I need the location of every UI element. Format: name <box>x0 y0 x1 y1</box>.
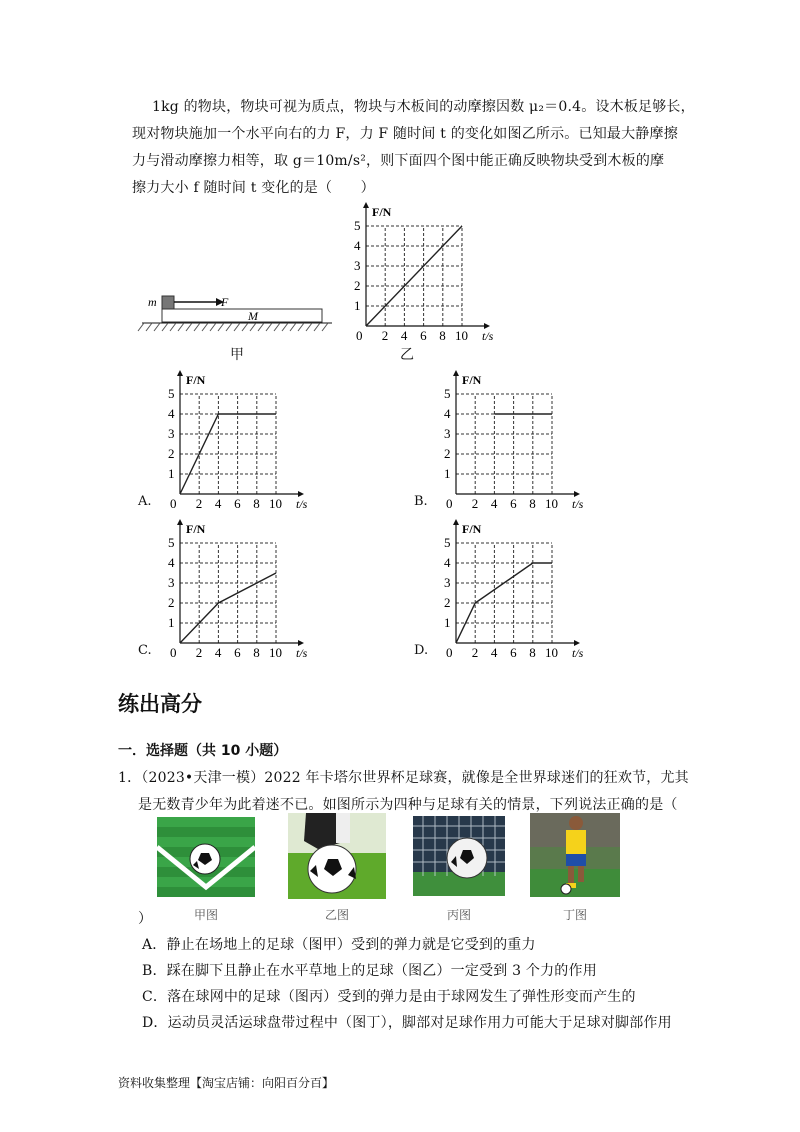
x-tick-label: 4 <box>214 645 222 660</box>
x-tick-label: 10 <box>545 496 558 511</box>
question-1-option-C: C．落在球网中的足球（图丙）受到的弹力是由于球网发生了弹性形变而产生的 <box>142 989 636 1005</box>
x-tick-label: 6 <box>510 496 517 511</box>
y-tick-label: 2 <box>168 595 175 610</box>
y-tick-label: 5 <box>168 386 175 401</box>
y-axis-label: F/N <box>186 373 206 387</box>
x-tick-label: 8 <box>529 496 536 511</box>
question-1-option-B: B．踩在脚下且静止在水平草地上的足球（图乙）一定受到 3 个力的作用 <box>142 963 597 979</box>
option-B-label: B. <box>414 494 428 509</box>
y-tick-label: 3 <box>168 426 175 441</box>
page-heading: 练出高分 <box>118 692 202 716</box>
x-tick-label: 0 <box>446 645 453 660</box>
x-tick-label: 10 <box>269 645 282 660</box>
photo-bing-art <box>413 816 505 896</box>
y-tick-label: 1 <box>444 615 451 630</box>
x-axis-label: t/s <box>572 646 584 660</box>
chart-yi <box>346 198 506 344</box>
x-axis-label: t/s <box>296 497 308 511</box>
question-1-line-1: 1．（2023•天津一模）2022 年卡塔尔世界杯足球赛，就像是全世界球迷们的狂欢节，尤其 <box>118 770 689 786</box>
y-tick-label: 4 <box>354 238 361 253</box>
y-tick-label: 2 <box>444 446 451 461</box>
problem-line-3: 力与滑动摩擦力相等，取 g＝10m/s²，则下面四个图中能正确反映物块受到木板的摩 <box>132 153 665 169</box>
y-tick-label: 5 <box>444 386 451 401</box>
board-M <box>162 309 322 322</box>
photo-jia-art <box>157 817 255 897</box>
page-footer: 资料收集整理【淘宝店铺：向阳百分百】 <box>118 1076 335 1090</box>
y-tick-label: 1 <box>168 615 175 630</box>
y-axis-label: F/N <box>186 522 206 536</box>
chart-option-A <box>160 366 320 512</box>
x-axis-label: t/s <box>482 329 494 343</box>
y-axis-arrow <box>363 202 369 208</box>
x-tick-label: 8 <box>439 328 446 343</box>
series-line <box>366 226 462 326</box>
label-F: F <box>221 295 229 309</box>
x-axis-label: t/s <box>572 497 584 511</box>
y-tick-label: 4 <box>168 555 175 570</box>
y-tick-label: 3 <box>444 575 451 590</box>
x-tick-label: 6 <box>234 645 241 660</box>
y-axis-label: F/N <box>372 205 392 219</box>
y-axis-label: F/N <box>462 522 482 536</box>
y-tick-label: 3 <box>354 258 361 273</box>
image-caption-yi: 乙图 <box>324 908 349 922</box>
x-axis-label: t/s <box>296 646 308 660</box>
question-1-line-2: 是无数青少年为此着迷不已。如图所示为四种与足球有关的情景，下列说法正确的是（ <box>138 797 678 813</box>
y-tick-label: 2 <box>354 278 361 293</box>
y-axis-label: F/N <box>462 373 482 387</box>
question-1-paren-close: ） <box>138 911 153 927</box>
y-tick-label: 4 <box>444 406 451 421</box>
chart-option-B <box>436 366 596 512</box>
x-tick-label: 6 <box>510 645 517 660</box>
label-M: M <box>248 309 258 323</box>
y-tick-label: 3 <box>168 575 175 590</box>
image-caption-bing: 丙图 <box>446 908 471 922</box>
x-tick-label: 0 <box>170 645 177 660</box>
option-A-label: A. <box>138 494 152 509</box>
section-title: 一．选择题（共 10 小题） <box>118 743 288 759</box>
option-C-label: C. <box>138 643 152 658</box>
x-tick-label: 2 <box>195 496 203 511</box>
x-tick-label: 4 <box>490 496 498 511</box>
figure-jia-caption: 甲 <box>230 347 244 363</box>
x-tick-label: 6 <box>234 496 241 511</box>
x-tick-label: 6 <box>420 328 427 343</box>
x-tick-label: 2 <box>471 496 479 511</box>
problem-line-2: 现对物块施加一个水平向右的力 F，力 F 随时间 t 的变化如图乙所示。已知最大静摩擦 <box>132 126 678 142</box>
y-axis-arrow <box>177 370 183 376</box>
block-m <box>162 296 174 309</box>
x-tick-label: 0 <box>356 328 363 343</box>
problem-line-1: 1kg 的物块，物块可视为质点，物块与木板间的动摩擦因数 μ₂＝0.4。设木板足够长， <box>152 99 695 115</box>
question-1-option-D: D．运动员灵活运球盘带过程中（图丁），脚部对足球作用力可能大于足球对脚部作用 <box>142 1015 672 1031</box>
y-tick-label: 5 <box>444 535 451 550</box>
y-axis-arrow <box>453 519 459 525</box>
photo-yi <box>288 813 386 899</box>
photo-ding <box>530 813 620 897</box>
figure-jia-diagram <box>136 286 336 346</box>
x-tick-label: 4 <box>214 496 222 511</box>
chart-option-D <box>436 515 596 661</box>
x-tick-label: 4 <box>490 645 498 660</box>
photo-yi-art <box>288 813 386 899</box>
photo-bing <box>413 816 505 896</box>
ground-hatching <box>138 323 328 331</box>
x-tick-label: 10 <box>269 496 282 511</box>
y-tick-label: 4 <box>444 555 451 570</box>
x-tick-label: 8 <box>253 645 260 660</box>
image-caption-jia: 甲图 <box>193 908 218 922</box>
photo-jia <box>157 817 255 897</box>
x-tick-label: 2 <box>471 645 479 660</box>
y-tick-label: 3 <box>444 426 451 441</box>
chart-option-C <box>160 515 320 661</box>
label-m: m <box>148 295 157 309</box>
y-tick-label: 5 <box>168 535 175 550</box>
y-tick-label: 1 <box>354 298 361 313</box>
y-tick-label: 2 <box>168 446 175 461</box>
x-tick-label: 2 <box>195 645 203 660</box>
y-tick-label: 1 <box>444 466 451 481</box>
y-axis-arrow <box>453 370 459 376</box>
y-tick-label: 2 <box>444 595 451 610</box>
y-tick-label: 5 <box>354 218 361 233</box>
x-tick-label: 0 <box>170 496 177 511</box>
option-D-label: D. <box>414 643 429 658</box>
image-caption-ding: 丁图 <box>562 908 587 922</box>
y-axis-arrow <box>177 519 183 525</box>
figure-yi-caption: 乙 <box>400 347 414 363</box>
photo-ding-art <box>530 813 620 897</box>
x-tick-label: 0 <box>446 496 453 511</box>
x-tick-label: 4 <box>400 328 408 343</box>
y-tick-label: 4 <box>168 406 175 421</box>
x-tick-label: 10 <box>545 645 558 660</box>
question-1-option-A: A．静止在场地上的足球（图甲）受到的弹力就是它受到的重力 <box>142 937 536 953</box>
x-tick-label: 10 <box>455 328 468 343</box>
y-tick-label: 1 <box>168 466 175 481</box>
x-tick-label: 8 <box>253 496 260 511</box>
x-tick-label: 2 <box>381 328 389 343</box>
x-tick-label: 8 <box>529 645 536 660</box>
problem-line-4: 擦力大小 f 随时间 t 变化的是（ ） <box>132 180 375 196</box>
